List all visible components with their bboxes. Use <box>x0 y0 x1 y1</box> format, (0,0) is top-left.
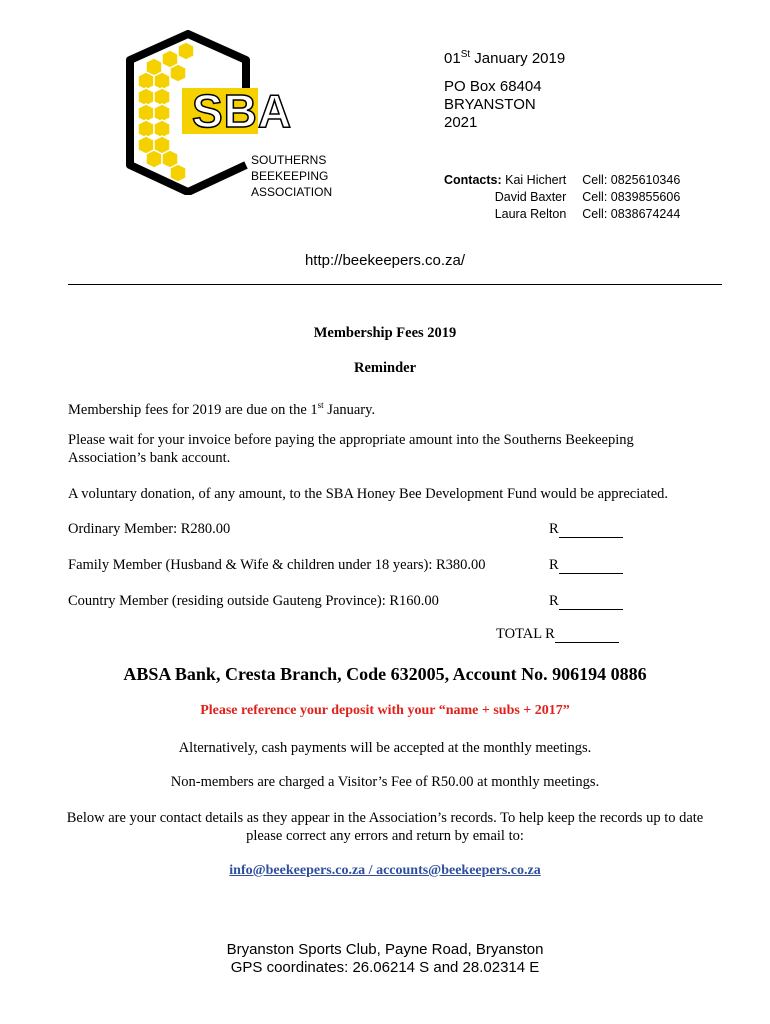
due-date-paragraph: Membership fees for 2019 are due on the 1st January. <box>68 400 376 418</box>
invoice-paragraph: Please wait for your invoice before paying the appropriate amount into the Southerns Beekeeping Association’s bank account. <box>68 432 634 466</box>
address-line: BRYANSTON <box>444 96 536 113</box>
document-subtitle: Reminder <box>353 360 416 376</box>
contacts-block <box>444 172 680 223</box>
contact-row: Laura Relton Cell: 0838674244 <box>494 207 681 221</box>
records-note: Below are your contact details as they appear in the Association’s records. To help keep the records up to date please correct any errors and return by email to: <box>66 810 704 844</box>
amount-blank[interactable] <box>559 558 623 574</box>
fee-row-country: Country Member (residing outside Gauteng Province): R160.00 R <box>68 593 628 610</box>
sba-logo <box>118 30 293 195</box>
email-separator: / <box>365 863 377 878</box>
footer-address: Bryanston Sports Club, Payne Road, Bryanston GPS coordinates: 26.06214 S and 28.02314 E <box>226 941 544 976</box>
donation-paragraph: A voluntary donation, of any amount, to the SBA Honey Bee Development Fund would be appreciated. <box>68 486 669 502</box>
cash-payment-note: Alternatively, cash payments will be accepted at the monthly meetings. <box>178 740 592 756</box>
address-line: 2021 <box>444 114 478 131</box>
amount-blank[interactable] <box>559 522 623 538</box>
fee-row-ordinary: Ordinary Member: R280.00 R <box>68 521 628 538</box>
fee-row-family: Family Member (Husband & Wife & children under 18 years): R380.00 R <box>68 557 628 574</box>
contact-row: Contacts: Kai Hichert Cell: 0825610346 <box>444 173 681 187</box>
website-url[interactable]: http://beekeepers.co.za/ <box>304 252 466 269</box>
contacts-label: Contacts: <box>444 173 502 187</box>
total-amount-blank[interactable] <box>555 627 619 643</box>
logo-initials: SBA <box>191 85 293 137</box>
bank-details: ABSA Bank, Cresta Branch, Code 632005, Account No. 906194 0886 <box>123 664 647 684</box>
header-divider <box>68 284 722 285</box>
accounts-email-link[interactable]: accounts@beekeepers.co.za <box>376 863 541 878</box>
letter-date: 01St January 2019 <box>444 49 566 67</box>
address-block <box>444 46 565 132</box>
visitor-fee-note: Non-members are charged a Visitor’s Fee of R50.00 at monthly meetings. <box>170 774 600 790</box>
info-email-link[interactable]: info@beekeepers.co.za <box>229 863 366 878</box>
contact-row: David Baxter Cell: 0839855606 <box>494 190 681 204</box>
total-row: TOTAL R <box>496 626 619 643</box>
logo-association-name: SOUTHERNS BEEKEEPING ASSOCIATION <box>251 153 333 199</box>
amount-blank[interactable] <box>559 594 623 610</box>
email-links <box>0 863 770 879</box>
address-line: PO Box 68404 <box>444 78 542 95</box>
document-title: Membership Fees 2019 <box>313 325 457 341</box>
reference-note: Please reference your deposit with your “name + subs + 2017” <box>200 703 570 718</box>
